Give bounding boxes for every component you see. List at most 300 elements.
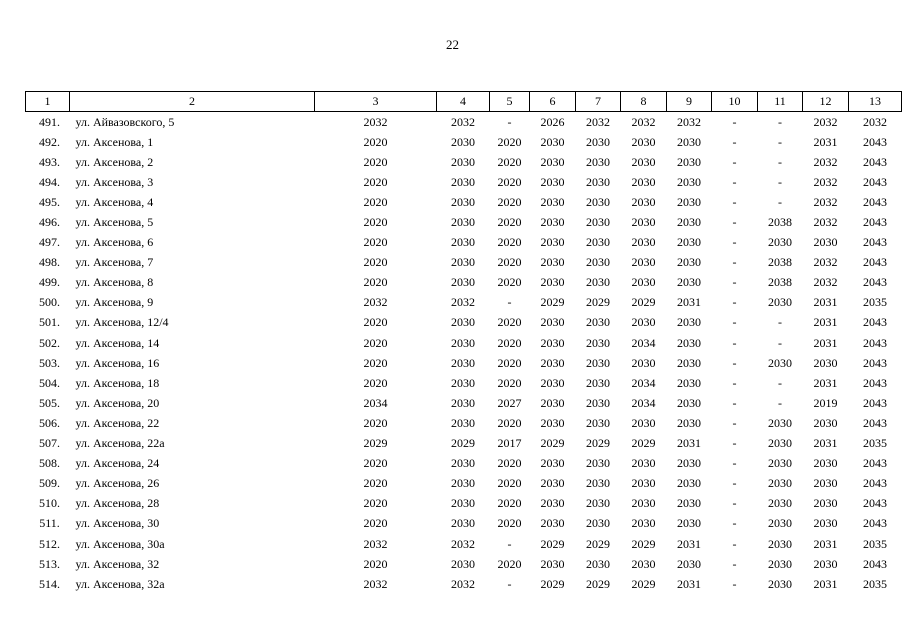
column-header: 13: [849, 92, 902, 112]
address-cell: ул. Аксенова, 30а: [75, 536, 165, 551]
row-number-cell: 501.: [39, 315, 60, 330]
year-cell: 2020: [497, 556, 522, 571]
address-cell: ул. Аксенова, 24: [75, 456, 160, 471]
year-cell: 2030: [586, 315, 610, 330]
row-number-cell: 514.: [39, 576, 60, 591]
year-cell: 2020: [363, 134, 388, 149]
year-cell: 2030: [677, 496, 701, 511]
table-row: [26, 554, 902, 574]
year-cell: 2020: [363, 355, 388, 370]
year-cell: 2030: [677, 275, 701, 290]
year-cell: -: [778, 114, 782, 129]
year-cell: 2030: [768, 496, 792, 511]
year-cell: 2043: [863, 335, 887, 350]
year-cell: 2043: [863, 355, 887, 370]
year-cell: 2034: [631, 375, 656, 390]
year-cell: 2030: [631, 516, 656, 531]
year-cell: 2020: [363, 255, 388, 270]
year-cell: 2029: [363, 436, 388, 451]
year-cell: 2035: [863, 576, 887, 591]
year-cell: 2020: [363, 556, 388, 571]
year-cell: 2029: [631, 536, 656, 551]
year-cell: 2019: [813, 395, 838, 410]
year-cell: 2030: [540, 194, 565, 209]
year-cell: 2029: [631, 576, 656, 591]
row-number-cell: 512.: [39, 536, 60, 551]
year-cell: 2032: [813, 194, 838, 209]
year-cell: 2030: [677, 235, 701, 250]
year-cell: -: [507, 576, 512, 591]
year-cell: 2030: [540, 496, 565, 511]
year-cell: -: [732, 456, 737, 471]
year-cell: 2032: [451, 295, 475, 310]
year-cell: 2030: [586, 375, 610, 390]
table-row: [26, 574, 902, 594]
year-cell: -: [732, 215, 737, 230]
schedule-table: [25, 91, 902, 594]
year-cell: 2030: [586, 556, 610, 571]
year-cell: 2020: [497, 174, 522, 189]
year-cell: 2030: [631, 476, 656, 491]
address-cell: ул. Аксенова, 4: [75, 194, 154, 209]
year-cell: 2030: [540, 415, 565, 430]
address-cell: ул. Аксенова, 26: [75, 476, 160, 491]
year-cell: 2020: [497, 215, 522, 230]
year-cell: 2030: [677, 556, 701, 571]
year-cell: 2030: [451, 215, 475, 230]
year-cell: 2030: [631, 415, 656, 430]
address-cell: ул. Аксенова, 6: [75, 235, 154, 250]
year-cell: 2020: [497, 134, 522, 149]
year-cell: 2032: [813, 114, 838, 129]
year-cell: 2030: [451, 315, 475, 330]
year-cell: 2020: [497, 355, 522, 370]
address-cell: ул. Аксенова, 32а: [75, 576, 165, 591]
year-cell: 2020: [497, 456, 522, 471]
year-cell: 2030: [677, 516, 701, 531]
year-cell: 2032: [813, 154, 838, 169]
year-cell: 2030: [451, 174, 475, 189]
year-cell: 2030: [677, 476, 701, 491]
year-cell: -: [732, 576, 737, 591]
year-cell: -: [732, 395, 737, 410]
year-cell: 2043: [863, 255, 887, 270]
year-cell: 2020: [363, 154, 388, 169]
table-row: [26, 172, 902, 192]
table-row: [26, 212, 902, 232]
year-cell: 2030: [768, 556, 792, 571]
year-cell: 2030: [586, 194, 610, 209]
year-cell: 2035: [863, 295, 887, 310]
year-cell: -: [507, 536, 512, 551]
row-number-cell: 497.: [39, 235, 60, 250]
year-cell: 2020: [497, 335, 522, 350]
year-cell: 2030: [451, 476, 475, 491]
year-cell: 2029: [540, 536, 565, 551]
year-cell: 2030: [813, 516, 838, 531]
year-cell: 2034: [631, 335, 656, 350]
year-cell: 2030: [813, 235, 838, 250]
year-cell: 2031: [813, 375, 838, 390]
year-cell: 2030: [631, 556, 656, 571]
year-cell: 2030: [631, 194, 656, 209]
table-row: [26, 434, 902, 454]
year-cell: 2030: [540, 335, 565, 350]
year-cell: 2030: [586, 355, 610, 370]
year-cell: 2043: [863, 556, 887, 571]
table-row: [26, 413, 902, 433]
year-cell: 2020: [363, 516, 388, 531]
year-cell: 2030: [813, 496, 838, 511]
year-cell: 2030: [631, 355, 656, 370]
row-number-cell: 494.: [39, 174, 60, 189]
year-cell: 2030: [540, 134, 565, 149]
year-cell: 2030: [768, 295, 792, 310]
year-cell: 2030: [540, 235, 565, 250]
year-cell: 2030: [677, 134, 701, 149]
year-cell: 2030: [677, 415, 701, 430]
year-cell: 2030: [813, 476, 838, 491]
year-cell: -: [778, 375, 782, 390]
year-cell: 2020: [363, 174, 388, 189]
table-row: [26, 514, 902, 534]
year-cell: -: [732, 134, 737, 149]
year-cell: 2031: [677, 536, 701, 551]
year-cell: 2032: [813, 255, 838, 270]
year-cell: 2030: [540, 154, 565, 169]
table-row: [26, 373, 902, 393]
table-row: [26, 494, 902, 514]
year-cell: 2020: [363, 315, 388, 330]
year-cell: 2020: [363, 235, 388, 250]
year-cell: -: [507, 295, 512, 310]
year-cell: 2030: [451, 375, 475, 390]
year-cell: 2031: [813, 335, 838, 350]
year-cell: 2030: [451, 516, 475, 531]
table-row: [26, 273, 902, 293]
column-header: 5: [490, 92, 530, 112]
address-cell: ул. Аксенова, 16: [75, 355, 160, 370]
year-cell: 2020: [497, 194, 522, 209]
year-cell: 2020: [363, 194, 388, 209]
year-cell: 2030: [540, 275, 565, 290]
row-number-cell: 496.: [39, 215, 60, 230]
year-cell: 2030: [586, 215, 610, 230]
year-cell: 2030: [677, 315, 701, 330]
year-cell: 2038: [768, 255, 792, 270]
year-cell: 2029: [586, 536, 610, 551]
year-cell: 2020: [497, 255, 522, 270]
year-cell: -: [732, 255, 737, 270]
year-cell: -: [732, 295, 737, 310]
address-cell: ул. Аксенова, 14: [75, 335, 160, 350]
year-cell: 2029: [586, 576, 610, 591]
year-cell: 2030: [540, 215, 565, 230]
year-cell: 2030: [451, 496, 475, 511]
year-cell: 2030: [631, 154, 656, 169]
year-cell: 2030: [451, 395, 475, 410]
address-cell: ул. Аксенова, 5: [75, 215, 154, 230]
year-cell: 2030: [451, 556, 475, 571]
year-cell: 2043: [863, 194, 887, 209]
column-header: 12: [803, 92, 849, 112]
year-cell: 2030: [631, 255, 656, 270]
row-number-cell: 509.: [39, 476, 60, 491]
year-cell: -: [778, 395, 782, 410]
address-cell: ул. Аксенова, 12/4: [75, 315, 169, 330]
year-cell: 2032: [363, 536, 388, 551]
address-cell: ул. Аксенова, 18: [75, 375, 160, 390]
year-cell: 2030: [631, 275, 656, 290]
year-cell: 2030: [677, 355, 701, 370]
year-cell: 2030: [540, 174, 565, 189]
year-cell: 2031: [813, 576, 838, 591]
year-cell: -: [778, 174, 782, 189]
year-cell: 2032: [451, 576, 475, 591]
year-cell: 2030: [586, 335, 610, 350]
year-cell: 2020: [363, 215, 388, 230]
year-cell: 2030: [540, 355, 565, 370]
address-cell: ул. Аксенова, 8: [75, 275, 154, 290]
year-cell: 2020: [497, 415, 522, 430]
year-cell: 2031: [677, 576, 701, 591]
address-cell: ул. Аксенова, 22: [75, 415, 160, 430]
year-cell: 2030: [586, 496, 610, 511]
row-number-cell: 511.: [39, 516, 60, 531]
year-cell: 2031: [677, 295, 701, 310]
row-number-cell: 495.: [39, 194, 60, 209]
column-header: 10: [712, 92, 758, 112]
address-cell: ул. Аксенова, 7: [75, 255, 154, 270]
year-cell: 2032: [586, 114, 610, 129]
year-cell: -: [732, 496, 737, 511]
year-cell: 2029: [540, 576, 565, 591]
year-cell: 2030: [677, 335, 701, 350]
year-cell: 2043: [863, 235, 887, 250]
year-cell: 2030: [768, 516, 792, 531]
year-cell: 2020: [363, 335, 388, 350]
year-cell: 2030: [813, 355, 838, 370]
column-header: 1: [26, 92, 70, 112]
year-cell: 2029: [540, 295, 565, 310]
year-cell: 2032: [363, 114, 388, 129]
year-cell: 2043: [863, 275, 887, 290]
table-row: [26, 313, 902, 333]
row-number-cell: 505.: [39, 395, 60, 410]
row-number-cell: 491.: [39, 114, 60, 129]
year-cell: 2020: [497, 476, 522, 491]
year-cell: 2030: [631, 315, 656, 330]
year-cell: 2030: [540, 375, 565, 390]
year-cell: 2030: [813, 556, 838, 571]
year-cell: 2032: [813, 275, 838, 290]
year-cell: 2031: [813, 134, 838, 149]
year-cell: 2017: [497, 436, 522, 451]
table-row: [26, 112, 902, 133]
year-cell: -: [732, 536, 737, 551]
year-cell: 2030: [540, 456, 565, 471]
row-number-cell: 503.: [39, 355, 60, 370]
table-row: [26, 293, 902, 313]
year-cell: 2030: [451, 235, 475, 250]
address-cell: ул. Аксенова, 22а: [75, 436, 165, 451]
row-number-cell: 493.: [39, 154, 60, 169]
year-cell: 2032: [813, 174, 838, 189]
year-cell: 2029: [631, 436, 656, 451]
year-cell: 2030: [677, 375, 701, 390]
column-header: 11: [758, 92, 803, 112]
year-cell: 2020: [363, 375, 388, 390]
year-cell: 2030: [768, 576, 792, 591]
year-cell: 2030: [451, 335, 475, 350]
year-cell: 2030: [586, 456, 610, 471]
year-cell: 2043: [863, 375, 887, 390]
year-cell: -: [732, 174, 737, 189]
year-cell: 2043: [863, 496, 887, 511]
year-cell: 2030: [768, 235, 792, 250]
year-cell: 2035: [863, 536, 887, 551]
year-cell: 2030: [451, 154, 475, 169]
year-cell: 2043: [863, 154, 887, 169]
year-cell: 2030: [586, 395, 610, 410]
column-header: 9: [667, 92, 712, 112]
year-cell: 2030: [677, 255, 701, 270]
year-cell: 2029: [540, 436, 565, 451]
year-cell: 2032: [677, 114, 701, 129]
year-cell: 2030: [586, 255, 610, 270]
year-cell: 2029: [586, 436, 610, 451]
year-cell: -: [732, 114, 737, 129]
year-cell: 2030: [451, 415, 475, 430]
year-cell: 2030: [586, 275, 610, 290]
year-cell: 2030: [768, 476, 792, 491]
year-cell: -: [732, 154, 737, 169]
year-cell: 2030: [540, 255, 565, 270]
year-cell: -: [507, 114, 512, 129]
year-cell: -: [732, 436, 737, 451]
year-cell: 2030: [768, 415, 792, 430]
year-cell: 2030: [677, 154, 701, 169]
year-cell: 2030: [586, 235, 610, 250]
year-cell: -: [732, 235, 737, 250]
table-row: [26, 534, 902, 554]
year-cell: 2032: [363, 576, 388, 591]
column-header: 8: [621, 92, 667, 112]
table-header-row: [26, 92, 902, 112]
table-row: [26, 454, 902, 474]
year-cell: 2030: [540, 516, 565, 531]
table-row: [26, 152, 902, 172]
year-cell: 2030: [540, 556, 565, 571]
year-cell: 2030: [677, 215, 701, 230]
year-cell: -: [732, 516, 737, 531]
year-cell: -: [732, 275, 737, 290]
year-cell: 2043: [863, 174, 887, 189]
row-number-cell: 506.: [39, 415, 60, 430]
year-cell: 2020: [497, 516, 522, 531]
year-cell: 2038: [768, 215, 792, 230]
year-cell: 2043: [863, 315, 887, 330]
year-cell: 2030: [451, 255, 475, 270]
address-cell: ул. Аксенова, 32: [75, 556, 160, 571]
year-cell: -: [732, 335, 737, 350]
year-cell: 2034: [631, 395, 656, 410]
table-row: [26, 393, 902, 413]
year-cell: 2020: [497, 375, 522, 390]
year-cell: 2030: [768, 536, 792, 551]
year-cell: 2032: [631, 114, 656, 129]
year-cell: 2030: [813, 456, 838, 471]
year-cell: -: [778, 194, 782, 209]
year-cell: -: [732, 194, 737, 209]
year-cell: 2020: [497, 496, 522, 511]
row-number-cell: 508.: [39, 456, 60, 471]
year-cell: 2030: [813, 415, 838, 430]
year-cell: 2030: [586, 174, 610, 189]
table-row: [26, 253, 902, 273]
address-cell: ул. Аксенова, 20: [75, 395, 160, 410]
year-cell: 2032: [451, 114, 475, 129]
year-cell: 2020: [363, 476, 388, 491]
year-cell: 2032: [813, 215, 838, 230]
table-row: [26, 192, 902, 212]
year-cell: 2030: [451, 355, 475, 370]
year-cell: 2030: [586, 134, 610, 149]
year-cell: 2027: [497, 395, 522, 410]
year-cell: 2032: [863, 114, 887, 129]
year-cell: 2030: [631, 174, 656, 189]
address-cell: ул. Аксенова, 28: [75, 496, 160, 511]
year-cell: -: [778, 315, 782, 330]
year-cell: 2030: [540, 315, 565, 330]
year-cell: 2020: [363, 275, 388, 290]
year-cell: 2029: [631, 295, 656, 310]
year-cell: 2043: [863, 134, 887, 149]
year-cell: 2035: [863, 436, 887, 451]
year-cell: 2030: [768, 355, 792, 370]
year-cell: 2030: [586, 415, 610, 430]
year-cell: 2030: [677, 456, 701, 471]
row-number-cell: 502.: [39, 335, 60, 350]
table-row: [26, 474, 902, 494]
column-header: 3: [315, 92, 437, 112]
year-cell: 2030: [677, 395, 701, 410]
year-cell: 2020: [363, 456, 388, 471]
page-number: 22: [446, 37, 459, 52]
year-cell: 2031: [813, 536, 838, 551]
column-header: 7: [576, 92, 621, 112]
year-cell: 2030: [631, 235, 656, 250]
year-cell: 2031: [677, 436, 701, 451]
year-cell: -: [732, 315, 737, 330]
year-cell: 2026: [540, 114, 565, 129]
table-row: [26, 233, 902, 253]
year-cell: 2020: [497, 235, 522, 250]
year-cell: 2020: [497, 315, 522, 330]
year-cell: 2031: [813, 295, 838, 310]
year-cell: 2031: [813, 315, 838, 330]
year-cell: 2030: [586, 154, 610, 169]
table-row: [26, 353, 902, 373]
year-cell: 2031: [813, 436, 838, 451]
year-cell: 2043: [863, 215, 887, 230]
column-header: 4: [437, 92, 490, 112]
row-number-cell: 510.: [39, 496, 60, 511]
year-cell: 2020: [363, 496, 388, 511]
year-cell: -: [732, 355, 737, 370]
year-cell: 2030: [586, 516, 610, 531]
year-cell: 2030: [540, 395, 565, 410]
